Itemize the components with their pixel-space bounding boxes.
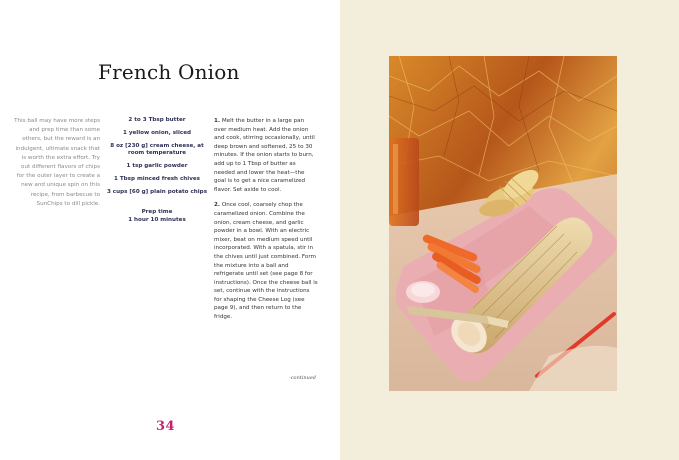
step-text: Once cool, coarsely chop the caramelized onion. Combine the onion, cream cheese, and garlic powder in a bowl. With an electric mixer, beat on medium speed until incorporated. With a spatula, stir in the chives until just combined. Form the mixture into a ball and refrigerate until set (see page 8 for instructions). Once the cheese ball is set, continue with the instructions for shaping the Cheese Log (see page 9), and then return to the fridge. — [214, 202, 318, 321]
recipe-intro: This ball may have more steps and prep time than some others, but the reward is an indulgent, ultimate snack that is worth the extra effort. Try out different flavors of chips for the outer layer to create a new and unique spin on this recipe, from barbecue to SunChips to dill pickle. — [14, 118, 100, 207]
step-number: 1. — [214, 118, 221, 124]
ingredient-list — [104, 117, 210, 224]
ingredient-item: 8 oz [230 g] cream cheese, at room temperature — [110, 142, 204, 157]
method-step — [214, 117, 318, 194]
prep-time-value: 1 hour 10 minutes — [128, 216, 186, 223]
method-steps — [214, 117, 318, 329]
ingredient-item: 3 cups [60 g] plain potato chips — [106, 188, 208, 195]
page-number: 34 — [156, 419, 176, 434]
step-text: Melt the butter in a large pan over medium heat. Add the onion and cook, stirring occasionally, until deep brown and softened, 25 to 30 minutes. If the onion starts to burn, add up to 1 Tbsp of butter as needed and lower the heat—the goal is to get a nice caramelized flavor. Set aside to cool. — [214, 118, 315, 193]
prep-time — [104, 209, 210, 224]
recipe-title: French Onion — [98, 60, 240, 84]
dip-cup-inner — [411, 283, 435, 297]
method-step — [214, 201, 318, 321]
step-number: 2. — [214, 202, 221, 209]
ingredient-item: 2 to 3 Tbsp butter — [128, 117, 186, 123]
prep-time-label: Prep time — [141, 209, 173, 216]
ingredient-item: 1 tsp garlic powder — [126, 162, 188, 169]
ingredient-item: 1 Tbsp minced fresh chives — [114, 175, 200, 182]
food-photo — [389, 56, 617, 391]
continued-note: -continued — [289, 375, 316, 381]
glass-highlight — [393, 144, 398, 214]
ingredient-item: 1 yellow onion, sliced — [123, 129, 191, 136]
